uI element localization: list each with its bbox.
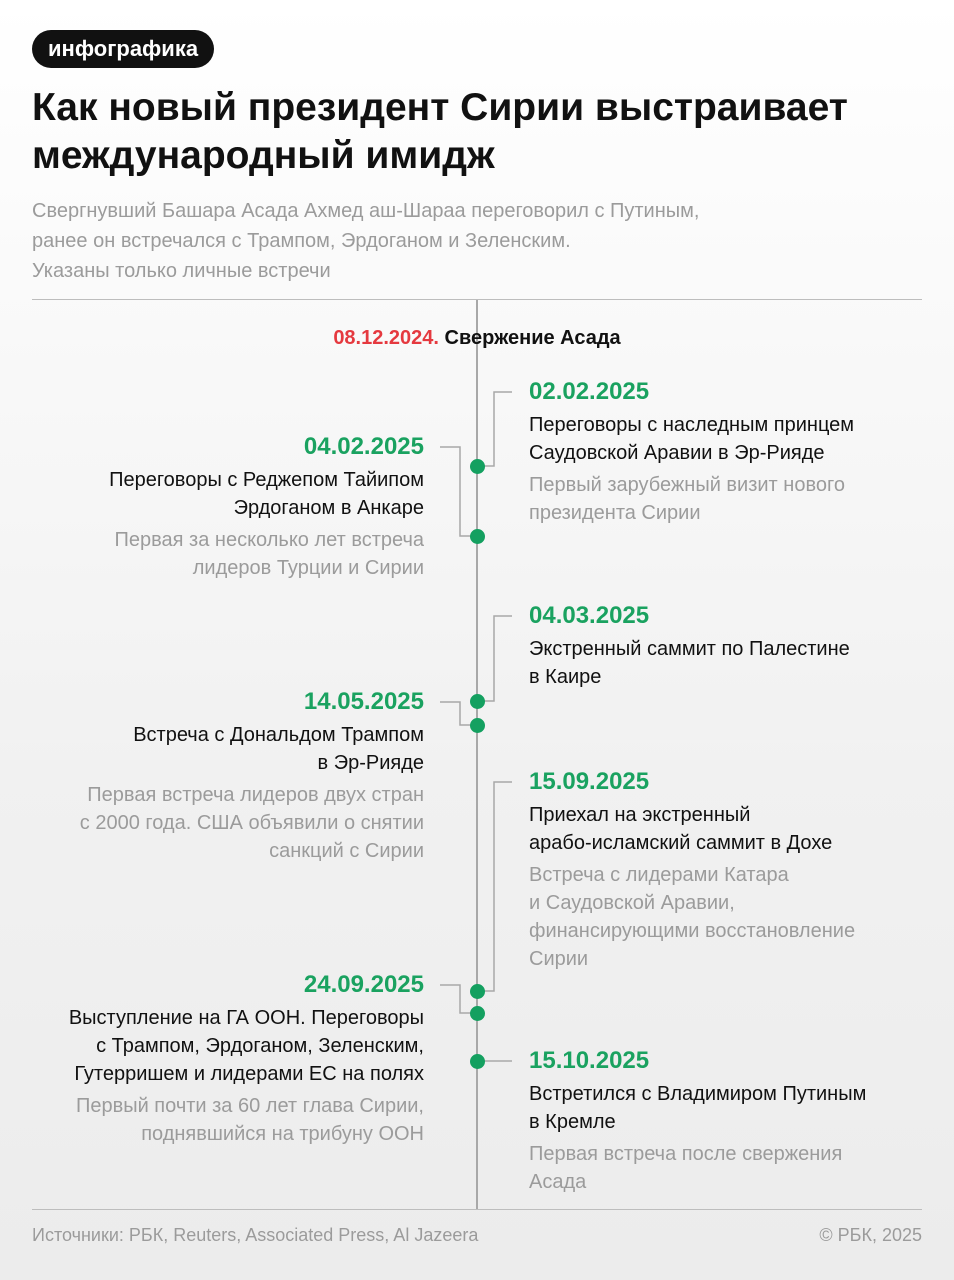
timeline-dot (470, 1054, 485, 1069)
event-title-line: в Кремле (529, 1111, 616, 1133)
subtitle (32, 196, 922, 286)
event-title-line: в Каире (529, 666, 602, 688)
infographic-badge: инфографика (32, 30, 214, 68)
page-title: Как новый президент Сирии выстраивает международный имидж (32, 86, 848, 177)
connector-event-3 (477, 616, 512, 701)
event-title-line: Встреча с Дональдом Трампом (133, 724, 424, 746)
subtitle-line: ранее он встречался с Трампом, Эрдоганом и Зеленским. (32, 230, 571, 252)
timeline-dot (470, 529, 485, 544)
event-note-line: поднявшийся на трибуну ООН (141, 1123, 424, 1145)
timeline-event (24, 687, 424, 865)
origin-label: Свержение Асада (444, 327, 621, 349)
event-date: 04.02.2025 (303, 433, 424, 460)
event-note-line: Первая за несколько лет встреча (114, 529, 424, 551)
event-note-line: Первый зарубежный визит нового (529, 474, 845, 496)
timeline-origin (0, 327, 954, 350)
event-title (529, 801, 929, 857)
timeline-event (14, 970, 424, 1148)
event-title (24, 466, 424, 522)
timeline-dot (470, 984, 485, 999)
event-note-line: Первая встреча лидеров двух стран (87, 784, 424, 806)
event-note-line: и Саудовской Аравии, (529, 892, 735, 914)
connector-event-1 (477, 392, 512, 466)
event-note (529, 471, 929, 527)
event-note-line: Встреча с лидерами Катара (529, 864, 789, 886)
event-title-line: Переговоры с Реджепом Тайипом (109, 469, 424, 491)
event-date: 15.10.2025 (529, 1047, 650, 1074)
event-title (529, 635, 929, 691)
timeline-event (529, 1046, 929, 1196)
event-note-line: с 2000 года. США объявили о снятии (79, 812, 424, 834)
event-title-line: Экстренный саммит по Палестине (529, 638, 850, 660)
timeline-event (529, 601, 929, 691)
event-note (529, 861, 929, 973)
event-title-line: Саудовской Аравии в Эр-Рияде (529, 442, 825, 464)
event-date: 04.03.2025 (529, 602, 650, 629)
event-title (529, 1080, 929, 1136)
event-title-line: Гутерришем и лидерами ЕС на полях (74, 1063, 424, 1085)
timeline-dot (470, 694, 485, 709)
event-note (529, 1140, 929, 1196)
event-note (24, 781, 424, 865)
event-note-line: лидеров Турции и Сирии (192, 557, 424, 579)
event-title-line: Переговоры с наследным принцем (529, 414, 855, 436)
event-title (14, 1004, 424, 1088)
event-note-line: Первый почти за 60 лет глава Сирии, (75, 1095, 424, 1117)
bottom-divider (32, 1209, 922, 1210)
event-note-line: финансирующими восстановление (529, 920, 856, 942)
event-note (14, 1092, 424, 1148)
connector-event-5 (477, 782, 512, 991)
event-title-line: арабо-исламский саммит в Дохе (529, 832, 833, 854)
event-title-line: Эрдоганом в Анкаре (233, 497, 424, 519)
timeline-event (24, 432, 424, 582)
subtitle-line: Указаны только личные встречи (32, 260, 331, 282)
event-title-line: Выступление на ГА ООН. Переговоры (68, 1007, 424, 1029)
event-date: 14.05.2025 (303, 688, 424, 715)
event-note-line: Сирии (529, 948, 589, 970)
origin-date: 08.12.2024. (333, 327, 439, 349)
timeline-dot (470, 459, 485, 474)
event-date: 02.02.2025 (529, 378, 650, 405)
footer-sources: Источники: РБК, Reuters, Associated Press, Al Jazeera (32, 1225, 479, 1245)
event-title-line: Встретился с Владимиром Путиным (529, 1083, 867, 1105)
event-title-line: с Трампом, Эрдоганом, Зеленским, (96, 1035, 424, 1057)
event-note-line: президента Сирии (529, 502, 701, 524)
event-note-line: Асада (529, 1171, 587, 1193)
timeline-dot (470, 718, 485, 733)
event-date: 24.09.2025 (303, 971, 424, 998)
footer-copyright: © РБК, 2025 (819, 1225, 922, 1245)
event-title-line: в Эр-Рияде (317, 752, 424, 774)
subtitle-line: Свергнувший Башара Асада Ахмед аш-Шараа переговорил с Путиным, (32, 200, 700, 222)
event-note (24, 526, 424, 582)
timeline-axis (476, 300, 478, 1210)
event-title (24, 721, 424, 777)
event-title (529, 411, 929, 467)
event-note-line: санкций с Сирии (269, 840, 424, 862)
event-title-line: Приехал на экстренный (529, 804, 751, 826)
timeline-dot (470, 1006, 485, 1021)
event-note-line: Первая встреча после свержения (529, 1143, 843, 1165)
timeline-event (529, 767, 929, 973)
timeline-event (529, 377, 929, 527)
event-date: 15.09.2025 (529, 768, 650, 795)
